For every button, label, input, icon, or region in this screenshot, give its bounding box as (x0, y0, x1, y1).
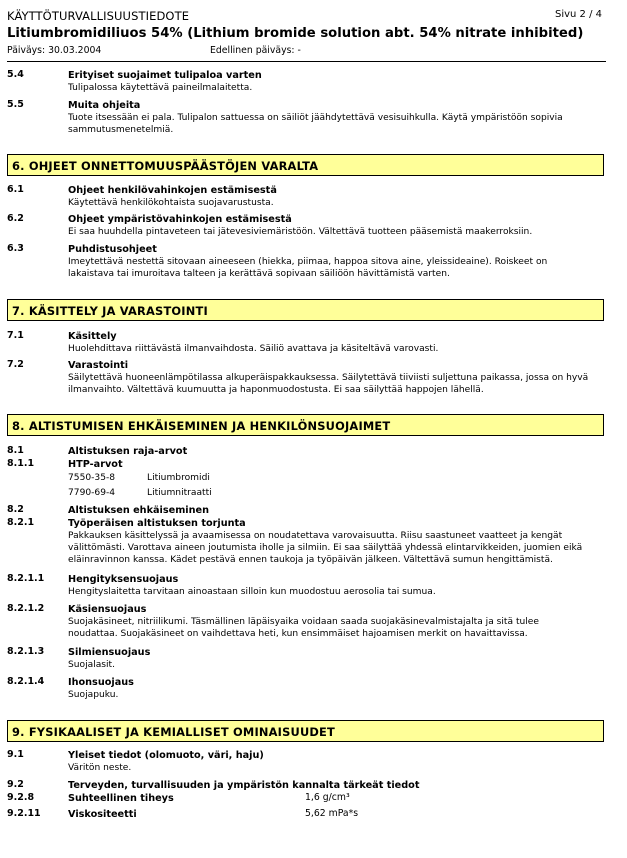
item-number: 8.1.1 (7, 458, 35, 469)
section-heading-text: 7. KÄSITTELY JA VARASTOINTI (12, 304, 208, 318)
item-number: 9.2.8 (7, 792, 35, 803)
item-text: Suojapuku. (68, 690, 119, 700)
item-text: Väritön neste. (68, 763, 132, 773)
section-7-heading (7, 299, 604, 321)
previous-date: Edellinen päiväys: - (210, 45, 301, 56)
item-title: Yleiset tiedot (olomuoto, väri, haju) (68, 750, 264, 761)
cas-number: 7550-35-8 (68, 473, 116, 483)
item-9-1 (7, 749, 606, 774)
item-text: Pakkauksen käsittelyssä ja avaamisessa on noudatettava varovaisuutta. Riisu saastuneet vaatteet ja kengät (68, 531, 563, 541)
item-title: Muita ohjeita (68, 100, 141, 111)
section-6-heading (7, 154, 604, 176)
section-9-heading (7, 720, 604, 742)
section-8-heading (7, 414, 604, 436)
item-title: Varastointi (68, 360, 129, 371)
item-number: 8.2.1.4 (7, 676, 45, 687)
issue-date: Päiväys: 30.03.2004 (7, 45, 102, 56)
item-text: Suojalasit. (68, 660, 116, 670)
item-text: Imeytettävä nestettä sitovaan aineeseen (hiekka, piimaa, happoa sitova aine, yleissideaine). Roiskeet on (68, 257, 548, 267)
item-7-2 (7, 359, 606, 396)
item-number: 5.5 (7, 99, 24, 110)
item-8-2-1-4 (7, 676, 606, 701)
item-number: 8.2.1.3 (7, 646, 45, 657)
item-title: Erityiset suojaimet tulipaloa varten (68, 70, 262, 81)
item-title: Altistuksen ehkäiseminen (68, 505, 209, 516)
item-title: Ihonsuojaus (68, 677, 134, 688)
property-value: 1,6 g/cm³ (305, 792, 350, 803)
item-number: 9.1 (7, 749, 24, 760)
item-title: HTP-arvot (68, 459, 123, 470)
item-title: Altistuksen raja-arvot (68, 446, 188, 457)
htp-row (68, 486, 212, 501)
header-divider (7, 61, 606, 62)
htp-row (68, 471, 212, 486)
item-text: lakaistava tai imuroitava talteen ja kerättävä sopivaan säiliöön hävittämistä varten. (68, 269, 450, 280)
product-name: Litiumbromidiliuos 54% (Lithium bromide solution abt. 54% nitrate inhibited) (7, 26, 584, 41)
item-8-2 (7, 504, 606, 517)
item-number: 7.1 (7, 330, 24, 341)
item-number: 8.2 (7, 504, 24, 515)
item-title: Hengityksensuojaus (68, 574, 179, 585)
item-text: välittömästi. Varottava aineen joutumista iholle ja silmiin. Ei saa säilyttää yhdessä elintarvikkeiden, juomien eikä (68, 543, 583, 554)
item-title: Puhdistusohjeet (68, 244, 157, 255)
item-title: Käsittely (68, 331, 117, 342)
item-8-1-1 (7, 458, 606, 471)
item-9-2 (7, 779, 606, 792)
item-number: 8.1 (7, 445, 24, 456)
item-title: Silmiensuojaus (68, 647, 151, 658)
item-text: ilmanvaihto. Vältettävä kuumuutta ja haponmuodostusta. Ei saa säilyttää happojen lähellä. (68, 385, 484, 396)
item-text: Ei saa huuhdella pintaveteen tai jätevesiviemäristöön. Vältettävä tuotteen pääsemistä maakerroksiin. (68, 227, 533, 237)
page-number: Sivu 2 / 4 (554, 9, 602, 20)
section-heading-text: 6. OHJEET ONNETTOMUUSPÄÄSTÖJEN VARALTA (12, 159, 319, 173)
item-6-3 (7, 243, 606, 280)
htp-table (68, 471, 212, 501)
item-number: 8.2.1 (7, 517, 35, 528)
item-title: Terveyden, turvallisuuden ja ympäristön kannalta tärkeät tiedot (68, 780, 420, 791)
item-text: Suojakäsineet, nitriilikumi. Täsmällinen läpäisyaika voidaan saada suojakäsinevalmistajalta ja sitä tulee (68, 617, 539, 627)
substance-name: Litiumbromidi (147, 473, 210, 483)
item-title: Työperäisen altistuksen torjunta (68, 518, 246, 529)
item-number: 7.2 (7, 359, 24, 370)
item-number: 9.2 (7, 779, 24, 790)
item-text: sammutusmenetelmiä. (68, 125, 174, 136)
item-5-4 (7, 69, 606, 94)
item-text: Säilytettävä huoneenlämpötilassa alkuperäispakkauksessa. Säilytettävä tiiviisti suljettuna paikassa, jossa on hyvä (68, 373, 589, 383)
substance-name: Litiumnitraatti (147, 488, 212, 498)
item-8-2-1-2 (7, 603, 606, 640)
item-title: Käsiensuojaus (68, 604, 147, 615)
item-number: 6.3 (7, 243, 24, 254)
item-title: Ohjeet henkilövahinkojen estämisestä (68, 185, 277, 196)
item-5-5 (7, 99, 606, 136)
item-7-1 (7, 330, 606, 355)
item-text: Käytettävä henkilökohtaista suojavarustusta. (68, 198, 274, 208)
date-line (7, 45, 301, 56)
document-title: KÄYTTÖTURVALLISUUSTIEDOTE (7, 9, 190, 23)
property-density (7, 792, 606, 805)
item-8-2-1 (7, 517, 606, 567)
item-text: noudattaa. Suojakäsineet on vaihdettava heti, kun ensimmäiset hajoamisen merkit on havaittavissa. (68, 629, 528, 640)
item-6-1 (7, 184, 606, 209)
property-viscosity (7, 808, 606, 821)
item-6-2 (7, 213, 606, 238)
property-label: Suhteellinen tiheys (68, 793, 174, 804)
item-number: 6.2 (7, 213, 24, 224)
item-number: 5.4 (7, 69, 24, 80)
item-number: 8.2.1.1 (7, 573, 45, 584)
cas-number: 7790-69-4 (68, 488, 116, 498)
item-number: 6.1 (7, 184, 24, 195)
item-text: Tuote itsessään ei pala. Tulipalon sattuessa on säiliöt jäähdytettävä vesisuihkulla. Käytä ympäristöön sopivia (68, 113, 563, 123)
property-value: 5,62 mPa*s (305, 808, 359, 819)
item-number: 8.2.1.2 (7, 603, 45, 614)
item-title: Ohjeet ympäristövahinkojen estämisestä (68, 214, 292, 225)
item-number: 9.2.11 (7, 808, 41, 819)
item-text: eläinravinnon kanssa. Kädet pestävä ennen taukoja ja työpäivän jälkeen. Vältettävä sumun hengittämistä. (68, 555, 553, 566)
property-label: Viskositeetti (68, 809, 137, 820)
item-8-2-1-1 (7, 573, 606, 598)
item-text: Huolehdittava riittävästä ilmanvaihdosta. Säiliö avattava ja käsiteltävä varovasti. (68, 344, 439, 354)
section-heading-text: 8. ALTISTUMISEN EHKÄISEMINEN JA HENKILÖNSUOJAIMET (12, 419, 391, 433)
item-text: Tulipalossa käytettävä paineilmalaitetta. (68, 83, 253, 93)
item-8-2-1-3 (7, 646, 606, 671)
section-heading-text: 9. FYSIKAALISET JA KEMIALLISET OMINAISUUDET (12, 725, 336, 739)
item-8-1 (7, 445, 606, 458)
item-text: Hengityslaitetta tarvitaan ainoastaan silloin kun muodostuu aerosolia tai sumua. (68, 587, 436, 597)
